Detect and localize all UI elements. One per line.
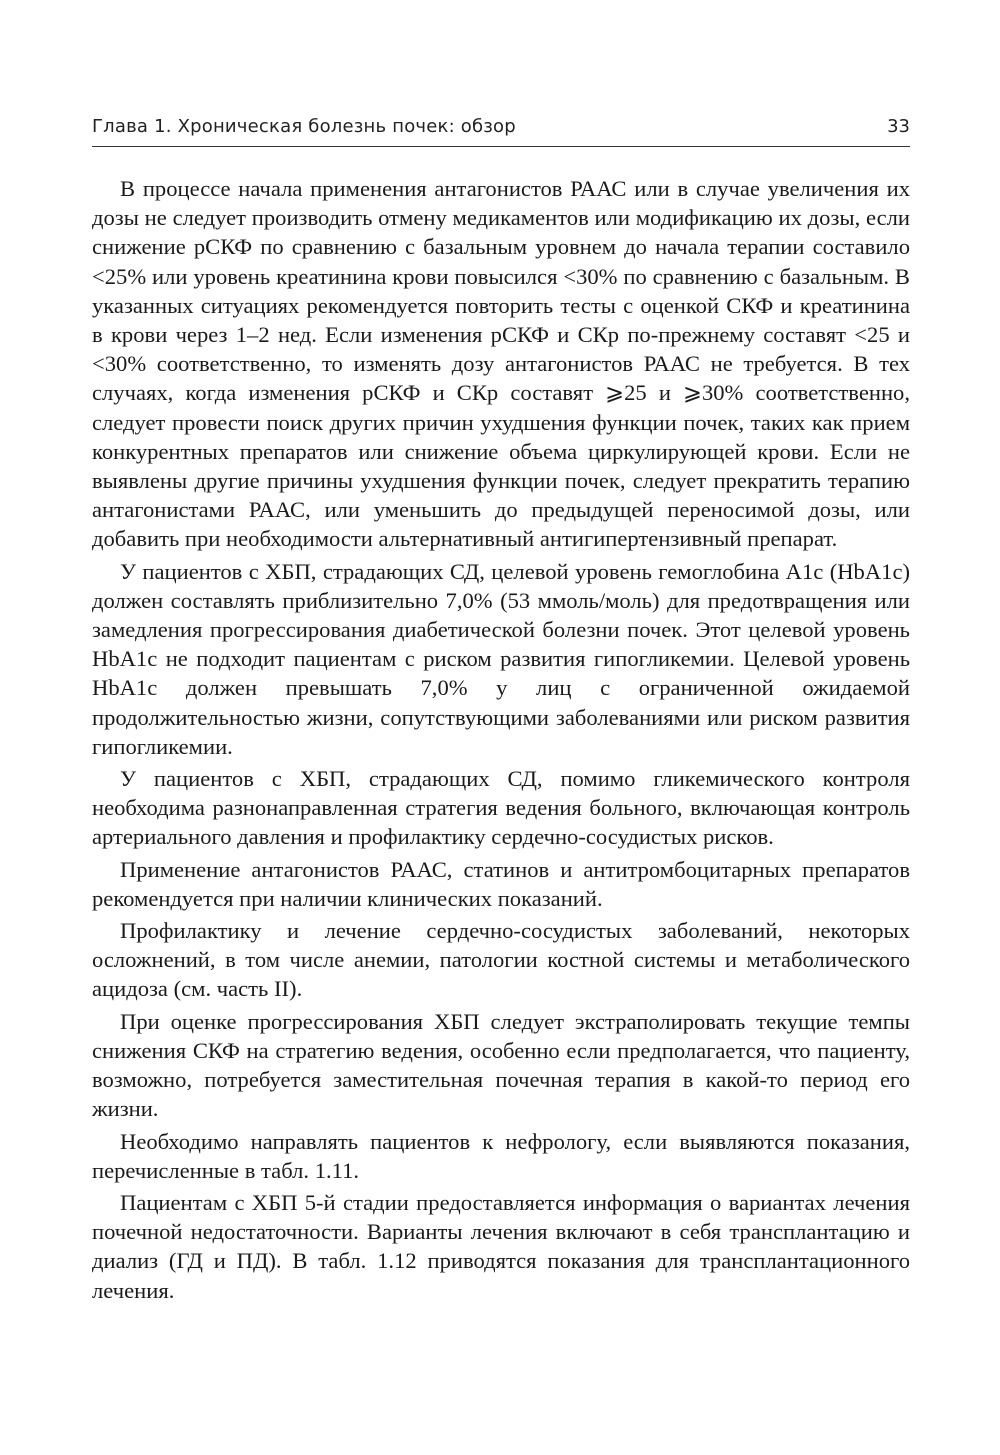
paragraph-raas-dose: В процессе начала применения антагонистов РААС или в случае увеличения их дозы не следует производить отмену медикаментов или модификацию их дозы, если снижение рСКФ по сравнению с базальным уровнем до начала терапии составило <25% или уровень креатинина крови повысился <30% по сравнению с базальным. В указанных ситуациях рекомендуется повторить тесты с оценкой СКФ и креатинина в крови через 1–2 нед. Если изменения рСКФ и СКр по-прежнему составят <25 и <30% соответственно, то изменять дозу антагонистов РААС не требуется. В тех случаях, когда изменения рСКФ и СКр составят ⩾25 и ⩾30% соответственно, следует провести поиск других причин ухудшения функции почек, таких как прием конкурентных препаратов или снижение объема циркулирующей крови. Если не выявлены другие причины ухудшения функции почек, следует прекратить терапию антагонистами РААС, или уменьшить до предыдущей переносимой дозы, или добавить при необходимости альтернативный антигипертензивный препарат. — [92, 176, 910, 552]
chapter-title: Глава 1. Хроническая болезнь почек: обзор — [92, 116, 516, 137]
paragraph-stage5-options: Пациентам с ХБП 5-й стадии предоставляется информация о вариантах лечения почечной недостаточности. Варианты лечения включают в себя трансплантацию и диализ (ГД и ПД). В табл. 1.12 приводятся показания для трансплантационного лечения. — [92, 1189, 910, 1303]
paragraph-multifactorial-strategy: У пациентов с ХБП, страдающих СД, помимо гликемического контроля необходима разнонаправленная стратегия ведения больного, включающая контроль артериального давления и профилактику сердечно-сосудистых рисков. — [92, 766, 910, 850]
header-rule — [92, 146, 910, 147]
page-number: 33 — [887, 116, 910, 137]
paragraph-hba1c-target: У пациентов с ХБП, страдающих СД, целевой уровень гемоглобина A1c (HbA1c) должен составлять приблизительно 7,0% (53 ммоль/моль) для предотвращения или замедления прогрессирования диабетической болезни почек. Этот целевой уровень HbA1c не подходит пациентам с риском развития гипогликемии. Целевой уровень HbA1c должен превышать 7,0% у лиц с ограниченной ожидаемой продолжительностью жизни, сопутствующими заболеваниями или риском развития гипогликемии. — [92, 558, 910, 759]
body-text — [92, 174, 910, 1305]
paragraph-progression: При оценке прогрессирования ХБП следует экстраполировать текущие темпы снижения СКФ на стратегию ведения, особенно если предполагается, что пациенту, возможно, потребуется заместительная почечная терапия в какой-то период его жизни. — [92, 1008, 910, 1122]
paragraph-nephrology-referral: Необходимо направлять пациентов к нефрологу, если выявляются показания, перечисленные в табл. 1.11. — [92, 1128, 910, 1183]
paragraph-raas-statins: Применение антагонистов РААС, статинов и антитромбоцитарных препаратов рекомендуется при наличии клинических показаний. — [92, 856, 910, 911]
running-head — [92, 116, 910, 140]
paragraph-cv-prevention: Профилактику и лечение сердечно-сосудистых заболеваний, некоторых осложнений, в том числе анемии, патологии костной системы и метаболического ацидоза (см. часть II). — [92, 918, 910, 1002]
